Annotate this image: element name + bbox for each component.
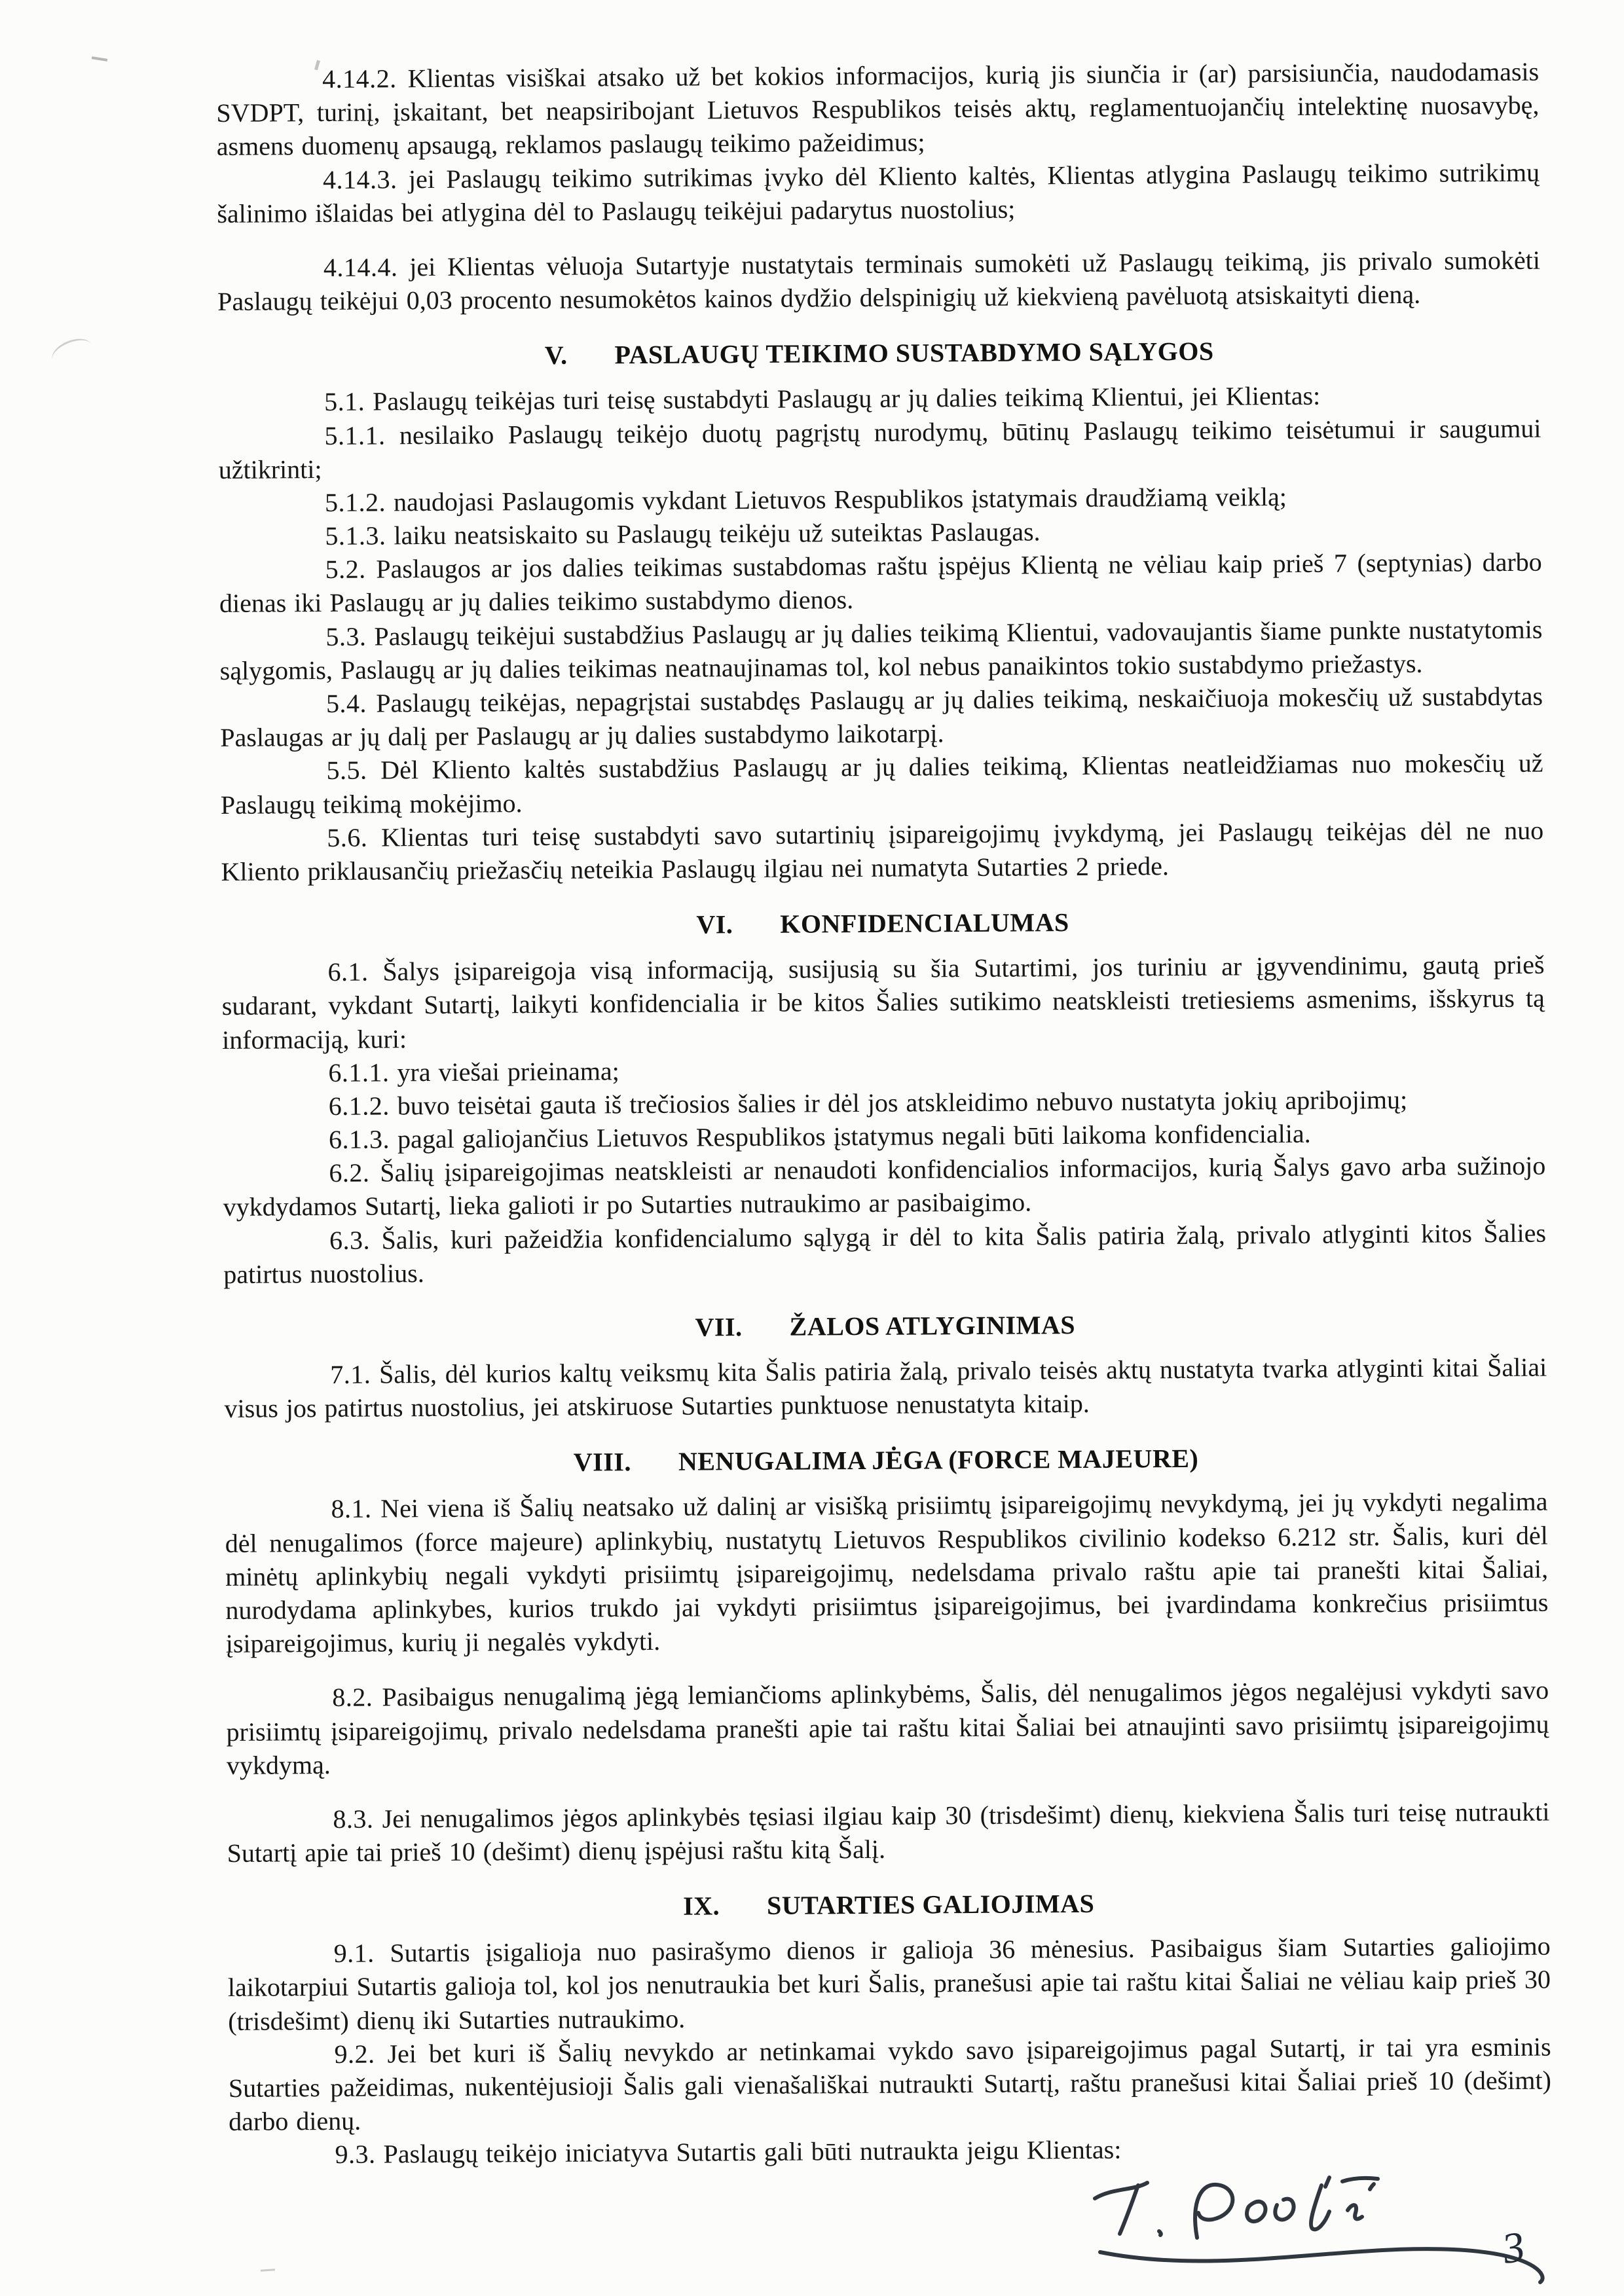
clause-number: 4.14.4. xyxy=(323,252,398,282)
contract-clause xyxy=(219,545,1543,621)
contract-clause xyxy=(223,1216,1547,1291)
clause-text: Paslaugos ar jos dalies teikimas sustabdomas raštu įspėjus Klientą ne vėliau kaip prieš 7 (septynias) darbo dienas iki Paslaugų ar jų dalies teikimo sustabdymo dienos. xyxy=(219,547,1542,619)
clause-number: 5.1.3. xyxy=(325,520,386,551)
clause-text: Paslaugų teikėjas, nepagrįstai sustabdęs Paslaugų ar jų dalies teikimą, neskaičiuoja mokesčių už sustabdytas Paslaugas ar jų dalį per Paslaugų ar jų dalies sustabdymo laikotarpį. xyxy=(220,681,1543,753)
contract-clause xyxy=(217,155,1540,230)
clause-text: buvo teisėtai gauta iš trečiosios šalies ir dėl jos atskleidimo nebuvo nustatyta jokių apribojimų; xyxy=(397,1084,1408,1121)
contract-clause xyxy=(221,813,1544,888)
scan-artifact xyxy=(48,333,96,371)
clause-number: 8.1. xyxy=(331,1493,372,1524)
section-number: IX. xyxy=(682,1891,720,1921)
section-heading xyxy=(227,1886,1550,1924)
section-number: V. xyxy=(544,340,568,371)
clause-number: 4.14.3. xyxy=(322,164,397,194)
section-heading xyxy=(225,1441,1547,1480)
clause-text: Šalių įsipareigojimas neatskleisti ar nenaudoti konfidencialios informacijos, kurią Šalys gavo arba sužinojo vykdydamos Sutartį, lieka galioti ir po Sutarties nutraukimo ar pasibaigimo. xyxy=(223,1150,1546,1222)
section-title: KONFIDENCIALUMAS xyxy=(780,907,1069,939)
clause-text: nesilaiko Paslaugų teikėjo duotų pagrįstų nurodymų, būtinų Paslaugų teikimo teisėtumui ir saugumui užtikrinti; xyxy=(218,413,1541,484)
page-number: 3 xyxy=(1498,2222,1529,2274)
contract-clause xyxy=(225,1485,1549,1660)
clause-number: 6.3. xyxy=(329,1225,371,1255)
clause-text: Sutartis įsigalioja nuo pasirašymo dienos ir galioja 36 mėnesius. Pasibaigus šiam Sutarties galiojimo laikotarpiui Sutartis galioja tol, kol jos nenutraukia bet kuri Šalis, pranešusi apie tai raštu kitai Šaliai ne vėliau kaip prieš 30 (trisdešimt) dienų iki Sutarties nutraukimo. xyxy=(227,1931,1551,2036)
clause-number: 5.3. xyxy=(325,621,367,651)
clause-number: 6.1. xyxy=(327,957,369,987)
clause-number: 9.1. xyxy=(333,1938,375,1969)
contract-clause xyxy=(228,2030,1551,2138)
clause-text: Paslaugų teikėjas turi teisę sustabdyti Paslaugų ar jų dalies teikimą Klientui, jei Klientas: xyxy=(373,381,1321,416)
section-title: PASLAUGŲ TEIKIMO SUSTABDYMO SĄLYGOS xyxy=(614,337,1214,370)
contract-clause xyxy=(220,746,1543,822)
clause-text: Šalis, dėl kurios kaltų veiksmų kita Šalis patiria žalą, privalo teisės aktų nustatyta tvarka atlyginti kitai Šaliai visus jos patirtus nuostolius, jei atskiruose Sutarties punktuose nenustatyta kitaip. xyxy=(224,1352,1547,1424)
clause-text: naudojasi Paslaugomis vykdant Lietuvos Respublikos įstatymais draudžiamą veiklą; xyxy=(393,481,1287,517)
clause-number: 9.3. xyxy=(335,2139,376,2170)
clause-text: Dėl Kliento kaltės sustabdžius Paslaugų ar jų dalies teikimą, Klientas neatleidžiamas nuo mokesčių už Paslaugų teikimą mokėjimo. xyxy=(220,748,1543,820)
clause-number: 5.1. xyxy=(324,386,365,417)
section-number: VII. xyxy=(695,1312,743,1342)
section-title: SUTARTIES GALIOJIMAS xyxy=(766,1889,1095,1921)
clause-number: 5.5. xyxy=(326,755,367,786)
clause-number: 6.1.3. xyxy=(328,1124,390,1155)
contract-clause xyxy=(219,612,1543,687)
contract-clause xyxy=(223,1149,1546,1224)
clause-number: 9.2. xyxy=(334,2039,375,2069)
contract-clause xyxy=(226,1673,1549,1782)
clause-text: Nei viena iš Šalių neatsako už dalinį ar visišką prisiimtų įsipareigojimų nevykdymą, jei jų vykdyti negalima dėl nenugalimos (force majeure) aplinkybių, nustatytų Lietuvos Respublikos civilinio kodekso 6.212 str. Šalis, kuri dėl minėtų aplinkybių negali vykdyti prisiimtų įsipareigojimų, nedelsdama privalo raštu apie tai pranešti kitai Šaliai, nurodydama aplinkybes, kurios trukdo jai vykdyti prisiimtus įsipareigojimus, bei įvardindama konkrečius prisiimtus įsipareigojimus, kurių ji negalės vykdyti. xyxy=(225,1486,1549,1659)
clause-text: Šalys įsipareigoja visą informaciją, susijusią su šia Sutartimi, jos turiniu ar įgyvendinimu, gautą prieš sudarant, vykdant Sutartį, laikyti konfidencialia ir be kitos Šalies sutikimo neatskleisti tretiesiems asmenims, išskyrus tą informaciją, kuri: xyxy=(221,949,1545,1055)
clause-number: 5.2. xyxy=(325,554,366,585)
section-title: ŽALOS ATLYGINIMAS xyxy=(789,1310,1076,1341)
contract-clause xyxy=(221,948,1545,1057)
contract-clause xyxy=(218,411,1541,486)
section-number: VI. xyxy=(696,909,733,939)
signature-scrawl-icon xyxy=(1061,2147,1572,2291)
clause-text: Pasibaigus nenugalimą jėgą lemiančioms aplinkybėms, Šalis, dėl nenugalimos jėgos negalėjusi vykdyti savo prisiimtų įsipareigojimų, privalo nedelsdama pranešti apie tai raštu kitai Šaliai bei atnaujinti savo prisiimtų įsipareigojimų vykdymą. xyxy=(226,1675,1549,1780)
clause-text: Jei nenugalimos jėgos aplinkybės tęsiasi ilgiau kaip 30 (trisdešimt) dienų, kiekviena Šalis turi teisę nutraukti Sutartį apie tai prieš 10 (dešimt) dienų įspėjusi raštu kitą Šalį. xyxy=(227,1796,1550,1868)
contract-clause xyxy=(217,244,1541,319)
clause-text: Klientas visiškai atsako už bet kokios informacijos, kurią jis siunčia ir (ar) parsisiunčia, naudodamasis SVDPT, turinį, įskaitant, bet neapsiribojant Lietuvos Respublikos teisės aktų, reglamentuojančių intelektinę nuosavybę, asmens duomenų apsaugą, reklamos paslaugų teikimo pažeidimus; xyxy=(216,56,1540,162)
scan-artifact xyxy=(261,2269,275,2272)
contract-clause xyxy=(227,1929,1551,2038)
clause-number: 4.14.2. xyxy=(322,64,397,94)
contract-clause xyxy=(220,680,1543,755)
handwritten-signature xyxy=(1061,2147,1572,2291)
document-body xyxy=(216,55,1552,2172)
clause-text: Klientas turi teisę sustabdyti savo sutartinių įsipareigojimų įvykdymą, jei Paslaugų teikėjas dėl ne nuo Kliento priklausančių priežasčių neteikia Paslaugų ilgiau nei numatyta Sutarties 2 priede. xyxy=(221,815,1544,886)
contract-clause xyxy=(227,1795,1550,1870)
clause-text: laiku neatsiskaito su Paslaugų teikėju už suteiktas Paslaugas. xyxy=(394,517,1041,551)
contract-clause xyxy=(224,1351,1547,1426)
clause-text: Šalis, kuri pažeidžia konfidencialumo sąlygą ir dėl to kita Šalis patiria žalą, privalo atlyginti kitos Šalies patirtus nuostolius. xyxy=(223,1218,1547,1289)
clause-number: 5.1.2. xyxy=(324,487,386,517)
clause-text: jei Klientas vėluoja Sutartyje nustatytais terminais sumokėti už Paslaugų teikimą, jis privalo sumokėti Paslaugų teikėjui 0,03 procento nesumokėtos kainos dydžio delspinigių už kiekvieną pavėluotą atsiskaityti dieną. xyxy=(217,245,1541,317)
section-title: NENUGALIMA JĖGA (FORCE MAJEURE) xyxy=(678,1444,1199,1477)
clause-number: 5.1.1. xyxy=(324,420,386,450)
clause-number: 6.1.2. xyxy=(328,1091,390,1121)
clause-text: Paslaugų teikėjo iniciatyva Sutartis gali būti nutraukta jeigu Klientas: xyxy=(383,2134,1122,2169)
clause-number: 6.1.1. xyxy=(328,1057,390,1087)
contract-clause xyxy=(216,55,1540,164)
clause-text: pagal galiojančius Lietuvos Respublikos įstatymus negali būti laikoma konfidencialia. xyxy=(397,1118,1311,1154)
clause-number: 5.4. xyxy=(325,688,367,718)
clause-number: 8.3. xyxy=(333,1804,374,1834)
section-heading xyxy=(224,1307,1547,1345)
clause-number: 7.1. xyxy=(330,1359,371,1389)
section-heading xyxy=(221,904,1544,943)
section-heading xyxy=(218,334,1541,373)
clause-text: jei Paslaugų teikimo sutrikimas įvyko dėl Kliento kaltės, Klientas atlygina Paslaugų teikimo sutrikimų šalinimo išlaidas bei atlygina dėl to Paslaugų teikėjui padarytus nuostolius; xyxy=(217,157,1540,228)
clause-text: Paslaugų teikėjui sustabdžius Paslaugų ar jų dalies teikimą Klientui, vadovaujantis šiame punkte nustatytomis sąlygomis, Paslaugų ar jų dalies teikimas neatnaujinamas tol, kol nebus panaikintos tokio sustabdymo priežastys. xyxy=(219,614,1543,685)
clause-number: 8.2. xyxy=(332,1682,373,1713)
clause-number: 6.2. xyxy=(329,1157,370,1188)
clause-text: yra viešai prieinama; xyxy=(397,1055,619,1087)
clause-text: Jei bet kuri iš Šalių nevykdo ar netinkamai vykdo savo įsipareigojimus pagal Sutartį, ir tai yra esminis Sutarties pažeidimas, nukentėjusioji Šalis gali vienašališkai nutraukti Sutartį, raštu pranešusi kitai Šaliai prieš 10 (dešimt) darbo dienų. xyxy=(228,2032,1551,2137)
section-number: VIII. xyxy=(573,1447,632,1478)
clause-number: 5.6. xyxy=(327,822,368,852)
scan-artifact xyxy=(92,56,107,62)
